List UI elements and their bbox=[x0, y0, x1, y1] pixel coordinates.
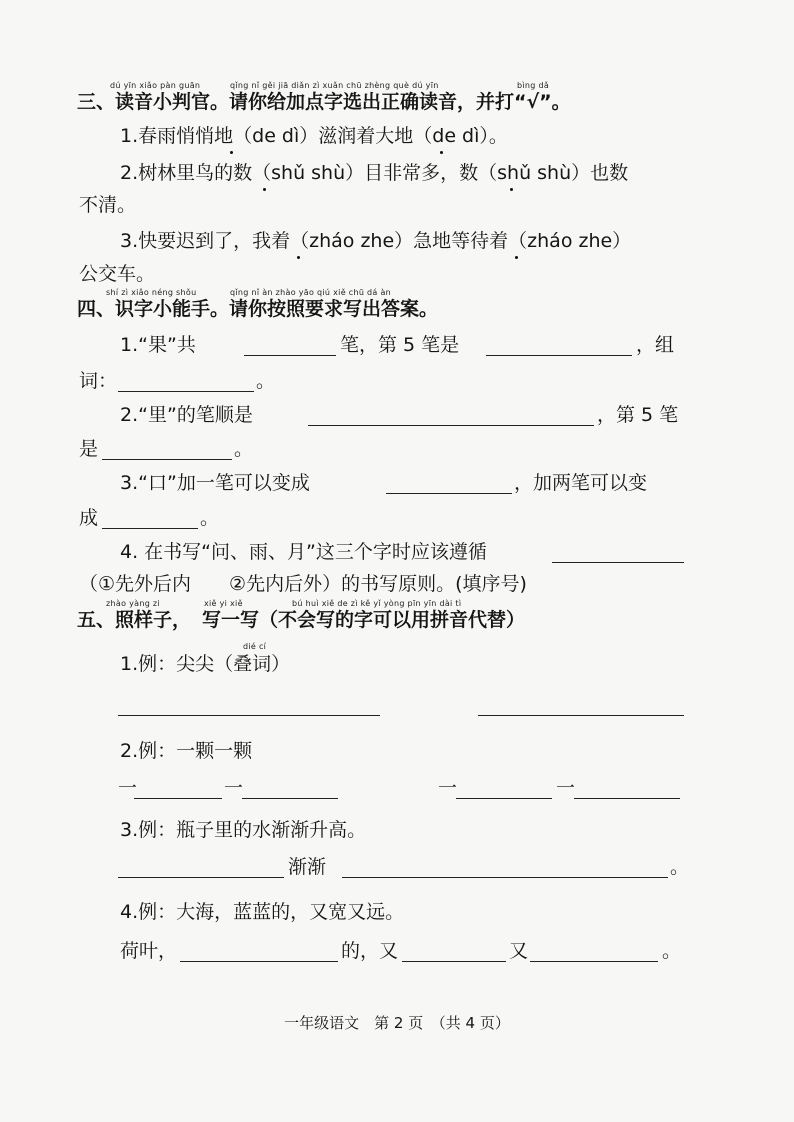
word-de-you: 的，又 bbox=[341, 940, 399, 962]
word-you: 又 bbox=[509, 940, 529, 962]
answer-blank[interactable] bbox=[102, 508, 198, 529]
question-4-2-a: 2.“里”的笔顺是 bbox=[120, 404, 253, 426]
pinyin-annotation: shí zì xiǎo néng shǒu bbox=[106, 288, 197, 297]
section-5-heading-b: 写一写（不会写的字可以用拼音代替） bbox=[202, 609, 526, 631]
question-3-1: 1.春雨悄悄地（de dì）滋润着大地（de dì）。 bbox=[120, 125, 508, 147]
prefix-yi: 一 bbox=[118, 777, 138, 799]
period: 。 bbox=[670, 856, 690, 878]
answer-blank[interactable] bbox=[386, 473, 512, 494]
question-4-2-b: ，第 5 笔 bbox=[597, 404, 679, 426]
question-4-1-a: 1.“果”共 bbox=[120, 334, 196, 356]
pinyin-annotation: bú huì xiě de zì kě yǐ yòng pīn yīn dài tì bbox=[292, 599, 462, 608]
section-4-heading: 四、识字小能手。请你按照要求写出答案。 bbox=[77, 298, 439, 320]
question-3-3-line2: 公交车。 bbox=[79, 263, 156, 285]
question-4-3-d: 。 bbox=[200, 507, 220, 529]
answer-blank[interactable] bbox=[402, 941, 506, 962]
answer-blank[interactable] bbox=[486, 335, 632, 356]
section-3-heading: 三、读音小判官。请你给加点字选出正确读音，并打“√”。 bbox=[77, 91, 571, 113]
answer-blank[interactable] bbox=[242, 778, 338, 799]
emphasis-dot bbox=[515, 256, 518, 259]
question-3-2-line2: 不清。 bbox=[79, 194, 137, 216]
example-5-2: 2.例：一颗一颗 bbox=[120, 740, 253, 762]
emphasis-dot bbox=[230, 151, 233, 154]
question-4-3-b: ，加两笔可以变 bbox=[514, 472, 648, 494]
answer-blank[interactable] bbox=[308, 405, 594, 426]
emphasis-dot bbox=[263, 188, 266, 191]
answer-blank[interactable] bbox=[552, 542, 684, 563]
question-4-3-c: 成 bbox=[79, 507, 99, 529]
question-4-1-d: 词： bbox=[79, 370, 118, 392]
emphasis-dot bbox=[510, 188, 513, 191]
pinyin-annotation: zhào yàng zi bbox=[106, 599, 160, 608]
answer-blank[interactable] bbox=[456, 778, 552, 799]
question-4-2-c: 是 bbox=[79, 438, 99, 460]
question-3-2-line1: 2.树林里鸟的数（shǔ shù）目非常多，数（shǔ shù）也数 bbox=[120, 162, 629, 184]
period: 。 bbox=[662, 940, 682, 962]
answer-blank[interactable] bbox=[118, 371, 254, 392]
question-4-2-d: 。 bbox=[234, 438, 254, 460]
answer-blank[interactable] bbox=[342, 857, 668, 878]
emphasis-dot bbox=[297, 256, 300, 259]
example-5-1: 1.例：尖尖（叠词） bbox=[120, 653, 291, 675]
answer-blank[interactable] bbox=[244, 335, 336, 356]
answer-blank[interactable] bbox=[102, 439, 232, 460]
answer-blank[interactable] bbox=[118, 695, 380, 716]
question-3-3-line1: 3.快要迟到了，我着（zháo zhe）急地等待着（zháo zhe） bbox=[120, 230, 632, 252]
question-4-4-a: 4. 在书写“问、雨、月”这三个字时应该遵循 bbox=[120, 541, 487, 563]
prefix-yi: 一 bbox=[438, 777, 458, 799]
emphasis-dot bbox=[440, 151, 443, 154]
prefix-yi: 一 bbox=[224, 777, 244, 799]
answer-blank[interactable] bbox=[134, 778, 222, 799]
question-4-1-e: 。 bbox=[256, 370, 276, 392]
word-jianjian: 渐渐 bbox=[288, 856, 327, 878]
example-5-4: 4.例：大海，蓝蓝的，又宽又远。 bbox=[120, 901, 405, 923]
word-heye: 荷叶， bbox=[120, 940, 178, 962]
section-5-heading-a: 五、照样子， bbox=[77, 609, 192, 631]
pinyin-annotation: qǐng nǐ gěi jiā diǎn zì xuǎn chū zhèng què dú yīn bbox=[230, 81, 439, 90]
question-4-4-b: （①先外后内 ②先内后外）的书写原则。(填序号) bbox=[79, 573, 527, 595]
answer-blank[interactable] bbox=[478, 695, 684, 716]
question-4-1-b: 笔，第 5 笔是 bbox=[340, 334, 460, 356]
pinyin-annotation: qǐng nǐ àn zhào yāo qiú xiě chū dá àn bbox=[230, 288, 392, 297]
pinyin-annotation: bìng dǎ bbox=[517, 81, 550, 90]
page-footer: 一年级语文 第 2 页 （共 4 页） bbox=[284, 1014, 510, 1032]
pinyin-annotation: dié cí bbox=[243, 642, 267, 651]
answer-blank[interactable] bbox=[530, 941, 658, 962]
pinyin-annotation: dú yīn xiǎo pàn guān bbox=[110, 81, 201, 90]
answer-blank[interactable] bbox=[574, 778, 680, 799]
question-4-1-c: ，组 bbox=[636, 334, 675, 356]
answer-blank[interactable] bbox=[180, 941, 338, 962]
example-5-3: 3.例：瓶子里的水渐渐升高。 bbox=[120, 819, 367, 841]
question-4-3-a: 3.“口”加一笔可以变成 bbox=[120, 472, 310, 494]
prefix-yi: 一 bbox=[556, 777, 576, 799]
pinyin-annotation: xiě yi xiě bbox=[204, 599, 243, 608]
answer-blank[interactable] bbox=[118, 857, 284, 878]
